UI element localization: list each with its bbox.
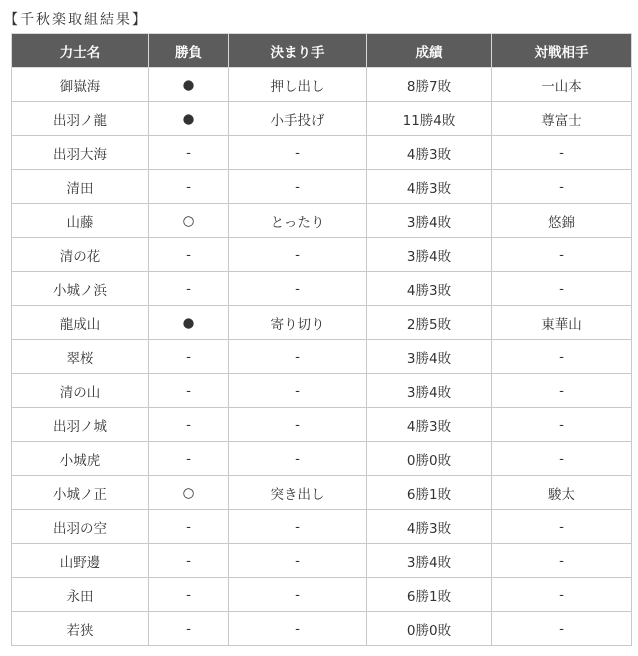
table-row [12,272,632,306]
column-header-record: 成績 [367,34,492,68]
wrestler-name-cell: 御嶽海 [12,68,149,102]
kimarite-cell: とったり [229,204,367,238]
result-mark-cell: ● [149,102,229,136]
result-mark-cell: - [149,510,229,544]
wrestler-name-cell: 清田 [12,170,149,204]
wrestler-name-cell: 出羽の空 [12,510,149,544]
result-mark-cell: - [149,612,229,646]
table-row [12,408,632,442]
wrestler-name-cell: 出羽大海 [12,136,149,170]
table-row [12,102,632,136]
table-row [12,612,632,646]
kimarite-cell: - [229,408,367,442]
record-cell: 4勝3敗 [367,170,492,204]
record-cell: 4勝3敗 [367,408,492,442]
table-row [12,238,632,272]
column-header-result: 勝負 [149,34,229,68]
kimarite-cell: - [229,442,367,476]
kimarite-cell: - [229,510,367,544]
result-mark-cell: - [149,544,229,578]
opponent-cell: 悠錦 [492,204,632,238]
wrestler-name-cell: 清の花 [12,238,149,272]
kimarite-cell: - [229,136,367,170]
kimarite-cell: 突き出し [229,476,367,510]
record-cell: 3勝4敗 [367,374,492,408]
kimarite-cell: 小手投げ [229,102,367,136]
record-cell: 4勝3敗 [367,272,492,306]
wrestler-name-cell: 小城ノ浜 [12,272,149,306]
result-mark-cell: - [149,136,229,170]
record-cell: 4勝3敗 [367,136,492,170]
record-cell: 0勝0敗 [367,442,492,476]
table-row [12,374,632,408]
wrestler-name-cell: 小城ノ正 [12,476,149,510]
table-row [12,204,632,238]
table-row [12,476,632,510]
result-mark-cell: - [149,272,229,306]
record-cell: 4勝3敗 [367,510,492,544]
wrestler-name-cell: 清の山 [12,374,149,408]
record-cell: 8勝7敗 [367,68,492,102]
opponent-cell: 東華山 [492,306,632,340]
table-row [12,510,632,544]
wrestler-name-cell: 翠桜 [12,340,149,374]
table-row [12,340,632,374]
kimarite-cell: - [229,374,367,408]
column-header-kimarite: 決まり手 [229,34,367,68]
kimarite-cell: 寄り切り [229,306,367,340]
opponent-cell: - [492,170,632,204]
record-cell: 6勝1敗 [367,578,492,612]
opponent-cell: - [492,612,632,646]
record-cell: 3勝4敗 [367,340,492,374]
result-mark-cell: - [149,170,229,204]
result-mark-cell: ● [149,68,229,102]
table-row [12,136,632,170]
record-cell: 3勝4敗 [367,238,492,272]
record-cell: 11勝4敗 [367,102,492,136]
result-mark-cell: ● [149,306,229,340]
kimarite-cell: 押し出し [229,68,367,102]
table-row [12,68,632,102]
record-cell: 3勝4敗 [367,204,492,238]
opponent-cell: - [492,510,632,544]
kimarite-cell: - [229,272,367,306]
kimarite-cell: - [229,578,367,612]
wrestler-name-cell: 山野邊 [12,544,149,578]
opponent-cell: - [492,578,632,612]
kimarite-cell: - [229,238,367,272]
page-title: 【千秋楽取組結果】 [4,12,148,28]
table-row [12,578,632,612]
table-body [12,68,632,646]
result-mark-cell: ○ [149,204,229,238]
kimarite-cell: - [229,612,367,646]
wrestler-name-cell: 出羽ノ城 [12,408,149,442]
kimarite-cell: - [229,340,367,374]
wrestler-name-cell: 永田 [12,578,149,612]
table-row [12,442,632,476]
record-cell: 0勝0敗 [367,612,492,646]
result-mark-cell: ○ [149,476,229,510]
record-cell: 2勝5敗 [367,306,492,340]
kimarite-cell: - [229,170,367,204]
column-header-wrestler: 力士名 [12,34,149,68]
opponent-cell: 一山本 [492,68,632,102]
column-header-opponent: 対戦相手 [492,34,632,68]
opponent-cell: - [492,544,632,578]
wrestler-name-cell: 小城虎 [12,442,149,476]
record-cell: 6勝1敗 [367,476,492,510]
table-row [12,544,632,578]
opponent-cell: 駿太 [492,476,632,510]
result-mark-cell: - [149,238,229,272]
wrestler-name-cell: 出羽ノ龍 [12,102,149,136]
opponent-cell: - [492,408,632,442]
result-mark-cell: - [149,408,229,442]
table-row [12,306,632,340]
wrestler-name-cell: 山藤 [12,204,149,238]
opponent-cell: - [492,272,632,306]
kimarite-cell: - [229,544,367,578]
result-mark-cell: - [149,374,229,408]
wrestler-name-cell: 龍成山 [12,306,149,340]
record-cell: 3勝4敗 [367,544,492,578]
opponent-cell: - [492,238,632,272]
opponent-cell: 尊富士 [492,102,632,136]
opponent-cell: - [492,136,632,170]
opponent-cell: - [492,340,632,374]
bout-results-table [11,33,632,646]
table-header-row [12,34,632,68]
table-row [12,170,632,204]
opponent-cell: - [492,374,632,408]
result-mark-cell: - [149,340,229,374]
opponent-cell: - [492,442,632,476]
result-mark-cell: - [149,442,229,476]
wrestler-name-cell: 若狭 [12,612,149,646]
result-mark-cell: - [149,578,229,612]
